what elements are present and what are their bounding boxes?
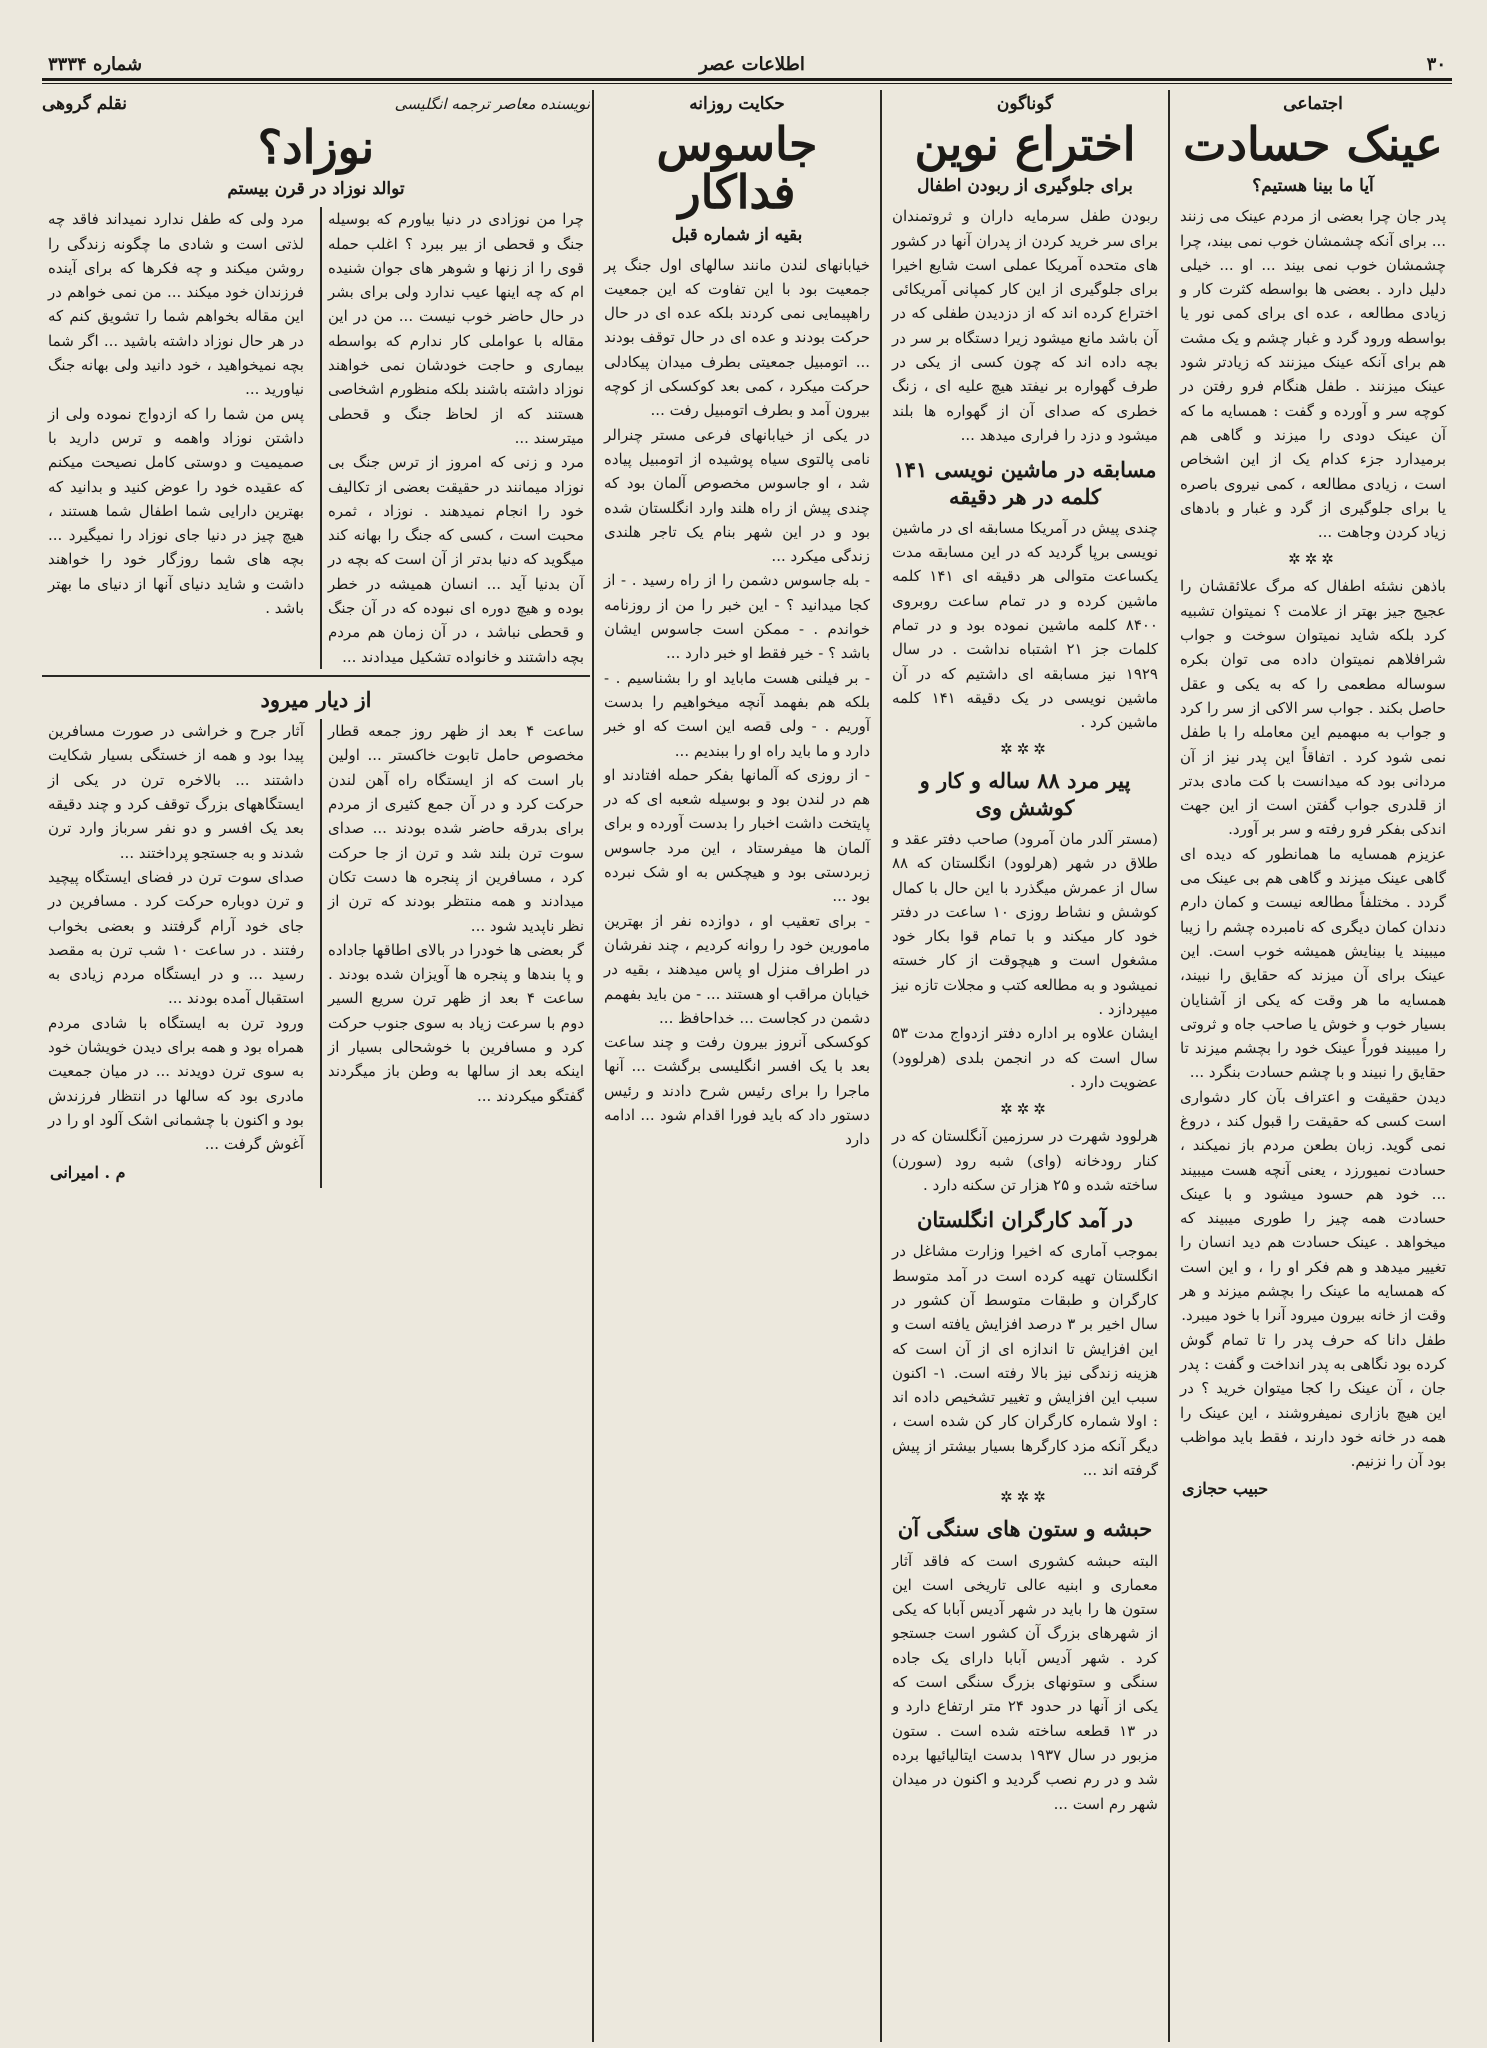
article-headline: جاسوس فداکار xyxy=(656,117,818,220)
article-body: - برای تعقیب او ، دوازده نفر از بهترین مامورین خود را روانه کردیم ، چند نفرشان در اطراف منزل او پاس میدهند ، بقیه در خیابان مراقب او هستند ... - من باید بفهمم دشمن در کجاست ... خداحافظ ... xyxy=(604,911,870,1027)
article-body: صدای سوت ترن در فضای ایستگاه پیچید و ترن دوباره حرکت کرد . مسافرین در جای خود آرام گرفتند و بعضی بخواب رفتند . در ساعت ۱۰ شب ترن به مقصد رسید ... و در ایستگاه مردم زیادی به استقبال آمده بودند ... xyxy=(48,867,305,1008)
section-heading: از دیار میرود xyxy=(260,686,372,712)
column-kicker: اجتماعی xyxy=(1283,94,1343,114)
sub-column-right xyxy=(320,207,590,669)
article-body: - بله جاسوس دشمن را از راه رسید . - از کجا میدانید ؟ - این خبر را من از روزنامه خواندم . - ممکن است جاسوس ایشان باشد ؟ - خیر فقط او خبر دارد ... xyxy=(604,571,870,663)
section-heading: پیر مرد ۸۸ ساله و کار و کوشش وی xyxy=(919,768,1131,820)
column-kicker: حکایت روزانه xyxy=(689,94,785,114)
top-rule-thin xyxy=(42,83,1452,84)
article-body: ایشان علاوه بر اداره دفتر ازدواج مدت ۵۳ سال است که در انجمن بلدی (هرلوود) عضویت دارد . xyxy=(892,1024,1158,1091)
section-heading: مسابقه در ماشین نویسی ۱۴۱ کلمه در هر دقیقه xyxy=(893,457,1157,509)
article-body: چندی پیش در آمریکا مسابقه ای در ماشین نویسی برپا گردید که در این مسابقه مدت یکساعت متوالی هر دقیقه ای ۱۴۱ کلمه ماشین کرده و در تمام ساعت روبروی ۸۴۰۰ کلمه ماشین نموده بود و در تمام کلمات جز ۲۱ اشتباه نداشت . در سال ۱۹۲۹ نیز مسابقه ای داشتیم که در آن ماشین نویسی در یک دقیقه ۱۴۱ کلمه ماشین کرد . xyxy=(892,518,1158,732)
article-body: - بر فیلنی هست ماباید او را بشناسیم . - بلکه هم بفهمد آنچه میخواهیم را بدست آوریم . - ولی قصه این است که او خبر دارد و ما باید راه او را ببندیم ... xyxy=(604,668,870,760)
article-body: ورود ترن به ایستگاه با شادی مردم همراه بود و همه برای دیدن خویشان خود به سوی ترن دویدند ... در میان جمعیت مادری بود که سالها در انتظار فرزندش بود و اکنون با چشمانی اشک آلود او را در آغوش گرفت ... xyxy=(48,1013,304,1154)
sub-column-left xyxy=(42,207,310,669)
column-kicker: گوناگون xyxy=(996,94,1054,114)
article-body: چرا من نوزادی در دنیا بیاورم که بوسیله جنگ و قحطی از بیر ببرد ؟ اغلب حمله قوی را از زنها و شوهر های جوان شنیده ام که چه اینها عیب ندارد ولی برای بشر در حال حاضر خوب نیست ... من در این مقاله با عواملی کار ندارم که بواسطه بیماری و حاجت خودشان نمی خواهند نوزاد داشته باشند بلکه منظورم اشخاصی هستند که از لحاظ جنگ و قحطی میترسند ... xyxy=(328,210,584,447)
column-divider xyxy=(880,90,882,2042)
article-subheading: بقیه از شماره قبل xyxy=(671,224,803,245)
article-body: هرلوود شهرت در سرزمین آنگلستان که در کنار رودخانه (وای) شبه رود (سورن) ساخته شده و ۲۵ هزار تن سکنه دارد . xyxy=(892,1127,1158,1194)
column-daily-story xyxy=(598,90,876,2042)
article-body: مرد ولی که طفل ندارد نمیداند فاقد چه لذتی است و شادی ما چگونه زندگی را روشن میکند و چه فکرها که برای آینده فرزندان خود میکند ... من نمی خواهم در این مقاله بخواهم شما را تشویق کنم که در هر حال نوزاد داشته باشید ... اگر شما بچه نمیخواهید ، خود دانید ولی بهانه جنگ نیاورید ... xyxy=(48,210,304,399)
author-signature: حبیب حجازی xyxy=(1182,1479,1269,1499)
author-signature: م . امیرانی xyxy=(50,1162,126,1182)
publication-title: اطلاعات عصر xyxy=(699,54,805,75)
article-body: آثار جرح و خراشی در صورت مسافرین پیدا بود و همه از خستگی بسیار شکایت داشتند ... بالاخره ترن در یکی از ایستگاههای بزرگ توقف کرد و چند دقیقه بعد یک افسر و دو نفر سرباز وارد ترن شدند و به جستجو پرداختند ... xyxy=(48,722,304,862)
article-body: مرد و زنی که امروز از ترس جنگ بی نوزاد میمانند در حقیقت بعضی از تکالیف خود را انجام نمیدهند . نوزاد ، ثمره محبت است ، کسی که جنگ را بهانه کند میگوید که دنیا بدتر از آن است که بچه در آن بدنیا آید ... انسان همیشه در خطر بوده و هیچ دوره ای نبوده که در آن جنگ و قحطی نباشد ، در آن زمان هم مردم بچه داشتند و خانواده تشکیل میدادند ... xyxy=(328,453,584,666)
section-ornament: ✲✲✲ xyxy=(1000,740,1050,759)
article-body: در یکی از خیابانهای فرعی مستر چنرالر نامی پالتوی سیاه پوشیده از اتومبیل پیاده شد ، او جاسوس مخصوص آلمان بود که چندی پیش از راه هلند وارد انگلستان شده بود و در این شهر بنام یک تاجر هلندی زندگی میکرد ... xyxy=(604,425,870,566)
article-body: (مستر آلدر مان آمرود) صاحب دفتر عقد و طلاق در شهر (هرلوود) انگلستان که ۸۸ سال از عمرش میگذرد با این حال با کمال کوشش و نشاط روزی ۱۰ ساعت در دفتر خود کار میکند و با تمام قوا بکار خود مشغول است و هیچوقت از کار خسته نمیشود و به مطالعه کتب و مجلات تازه نیز میپردازد . xyxy=(892,829,1158,1019)
article-body: عزیزم همسایه ما همانطور که دیده ای گاهی عینک میزند و گاهی هم بی عینک می گردد . مختلفاً مطالعه نیست و کمان دارم دندان کمان دیگری که نامبرده چشم را زیبا میبیند یا بینایش همیشه خوب است. این عینک برای آن میزند که حقایق را نبیند، همسایه ما هر وقت که یکی از آشنایان بسیار خوب و خوش یا صاحب جاه و ثروتی را میبیند فوراً عینک خود را بچشم میزند تا حقایق را نبیند و با چشم حسادت بنگرد ... xyxy=(1180,844,1446,1082)
issue-number: شماره ۳۳۳۴ xyxy=(48,54,143,75)
section-rule xyxy=(42,675,590,677)
article-body: باذهن نشئه اطفال که مرگ علائقشان را عجیج جیز بهتر از علامت ؟ نمیتوان تشبیه کرد بلکه شاید نمیتوان سوخت و جواب شرافلاهم نمیتوان داده می توان بکره سوساله مطعمی را که به یکی و عقل حاصل بکند . جواب سر الاکی از سر را کرد و جواب به مبهمیم این معامله را با طفل نمی شود کرد . اتفاقاً این پدر نیز از آن مردانی بود که میدانست با کت مادی بدتر از قلدری جواب گفتن است از این جهت اندکی بفکر فرو رفته و سر بر آورد. xyxy=(1180,577,1446,839)
article-body: پس من شما را که ازدواج نموده ولی از داشتن نوزاد واهمه و ترس دارید با صمیمیت و دوستی کامل نصیحت میکنم که عقیده خود را عوض کنید و بدانید که بهترین دارایی شما اطفال شما هستند ، هیچ چیز در دنیا جای نوزاد را نمیگیرد ... بچه های شما روزگار خود را خواهند داشت و شاید دنیای آنها از دنیای ما بهتر باشد . xyxy=(48,404,304,618)
section-heading: در آمد کارگران انگلستان xyxy=(916,1207,1134,1233)
article-body: خیابانهای لندن مانند سالهای اول جنگ پر جمعیت بود با این تفاوت که این جمعیت راهپیمایی نمی کردند بلکه عده ای در حال حرکت بودند و عده ای در حال توقف بودند ... اتومبیل جمعیتی بطرف میدان پیکادلی حرکت میکرد ، کمی بعد کوکسکی از کوچه بیرون آمد و بطرف اتومبیل رفت ... xyxy=(604,255,870,420)
article-body: طفل دانا که حرف پدر را تا تمام گوش کرده بود نگاهی به پدر انداخت و گفت : پدر جان ، آن عینک را کجا میتوان خرید ؟ در این هیچ بازاری نمیفروشند ، این عینک را همه در خانه خود دارند ، فقط باید مواظب بود آن را نزنیم. xyxy=(1180,1330,1446,1471)
author-byline: نویسنده معاصر ترجمه انگلیسی xyxy=(394,95,590,113)
article-body: کوکسکی آنروز بیرون رفت و چند ساعت بعد با یک افسر انگلیسی برگشت ... آنها ماجرا را برای رئیس شرح دادند و رئیس دستور داد که باید فورا اقدام شود ... ادامه دارد xyxy=(604,1033,870,1149)
column-newborn xyxy=(42,90,590,2042)
article-subheading: برای جلوگیری از ربودن اطفال xyxy=(917,176,1133,197)
column-divider xyxy=(1168,90,1170,2042)
article-headline: نوزاد؟ xyxy=(257,120,375,174)
sub-column-left xyxy=(42,719,310,1187)
article-body: گر بعضی ها خودرا در بالای اطاقها جاداده و پا بندها و پنجره ها آویزان شده بودند . ساعت ۴ بعد از ظهر ترن سریع السیر دوم با سرعت زیاد به سوی جنوب حرکت کرد و مسافرین با خوشحالی بسیار از اینکه بعد از سالها به وطن باز میگردند گفتگو میکردند ... xyxy=(328,940,584,1105)
column-social xyxy=(1174,90,1452,2042)
section-ornament: ✲✲✲ xyxy=(1288,550,1338,569)
article-body: - از روزی که آلمانها بفکر حمله افتادند او هم در لندن بود و بوسیله شعبه ای که در پایتخت داشت اخبار را بدست آورده و برای آلمان ها میفرستاد ، این مرد جاسوس زبردستی بود و هیچکس به او شک نبرده بود ... xyxy=(604,765,870,906)
sub-column-right xyxy=(320,719,590,1187)
article-body: ربودن طفل سرمایه داران و ثروتمندان برای سر خرید کردن از پدران آنها در کشور های متحده آمریکا عملی است شایع اخیرا برای جلوگیری از این کار کمپانی آمریکائی اختراع کرده اند که از دزدیدن طفلی که در آن باشد مانع میشود زیرا دستگاه بر سر در بچه داده اند که چون کسی از یکی در طرف گهواره بر نیفتد هیچ علیه ای ، زنگ خطری که صدای آن از گهواره ها بلند میشود و دزد را فراری میدهد ... xyxy=(892,207,1158,444)
section-ornament: ✲✲✲ xyxy=(1000,1100,1050,1119)
column-miscellany xyxy=(886,90,1164,2042)
newspaper-page xyxy=(42,52,1452,2042)
article-body: دیدن حقیقت و اعتراف بآن کار دشواری است کسی که حقیقت را قبول کند ، دروغ نمی گوید. زبان بطعن مردم باز نمیکند ، حسادت نمیورزد ، یعنی آنچه هست میبیند ... خود هم حسود میشود و با عینک حسادت همه چیز را طوری میبیند که میخواهد . عینک حسادت هم دید انسان را تغییر میدهد و هم فکر او را ، و این است که همسایه ما عینک را بچشم میزند و هر وقت از خانه بیرون میرود آنرا با خود میبرد. xyxy=(1180,1087,1446,1325)
top-rule xyxy=(42,78,1452,81)
column-kicker: نقلم گروهی xyxy=(42,94,128,114)
article-body: بموجب آماری که اخیرا وزارت مشاغل در انگلستان تهیه کرده است در آمد متوسط کارگران و طبقات متوسط آن کشور در سال اخیر بر ۳ درصد افزایش یافته است و این افزایش تا اندازه ای از آن است که هزینه زندگی نیز بالا رفته است. ۱- اکنون سبب این افزایش و تغییر تشخیص داده اند : اولا شماره کارگران کار کن شده است ، دیگر آنکه مزد کارگرها بسیار بیشتر از پیش گرفته اند ... xyxy=(892,1242,1158,1480)
page-number: ۳۰ xyxy=(1426,54,1446,75)
article-subheading: توالد نوزاد در قرن بیستم xyxy=(227,179,405,200)
column-divider xyxy=(592,90,594,2042)
article-body: البته حبشه کشوری است که فاقد آثار معماری و ابنیه عالی تاریخی است این ستون ها را باید در شهر آدیس آبابا که یکی از شهرهای بزرگ آن کشور است جستجو کرد . شهر آدیس آبابا دارای یک جاده سنگی و ستونهای بزرگ سنگی است که یکی از آنها در حدود ۲۴ متر ارتفاع دارد و در ۱۳ قطعه ساخته شده است . ستون مزبور در سال ۱۹۳۷ بدست ایتالیائیها برده شد و در رم نصب گردید و اکنون در میدان شهر رم است ... xyxy=(892,1551,1159,1813)
article-subheading: آیا ما بینا هستیم؟ xyxy=(1252,176,1374,197)
article-body: ساعت ۴ بعد از ظهر روز جمعه قطار مخصوص حامل تابوت خاکستر ... اولین بار است که از ایستگاه راه آهن لندن حرکت کرد و در آن جمع کثیری از مردم برای بدرقه حاضر شده بودند ... صدای سوت ترن بلند شد و ترن از جا حرکت کرد ، مسافرین از پنجره ها دست تکان میدادند و همه منتظر بودند که ترن از نظر ناپدید شود ... xyxy=(328,722,584,935)
article-headline: عینک حسادت xyxy=(1183,117,1443,171)
section-heading: حبشه و ستون های سنگی آن xyxy=(897,1516,1153,1542)
masthead xyxy=(42,52,1452,80)
article-headline: اختراع نوین xyxy=(914,117,1136,171)
article-body: پدر جان چرا بعضی از مردم عینک می زنند ... برای آنکه چشمشان خوب نمی بیند، چرا چشمشان خوب نمی بیند ... او ... خیلی دلیل دارد . بعضی ها بواسطه کثرت کار و زیادی مطالعه ، عده ای برای کمی نور یا بواسطه ورود گرد و غبار چشم و یک مشت هم برای آنکه عینک میزنند که زیادتر شود عینک میزنند . طفل هنگام فرو رفتن در کوچه سر و آورده و گفت : همسایه ما که آن عینک دودی را میزند و گاهی هم برمیدارد جزء کدام یک از این اشخاص است ، زیادی مطالعه ، کمی نیروی باصره یا برای جلوگیری از گرد و غبار و بادهای زیاد کردن وجاهت ... xyxy=(1180,207,1446,542)
section-ornament: ✲✲✲ xyxy=(1000,1488,1050,1507)
